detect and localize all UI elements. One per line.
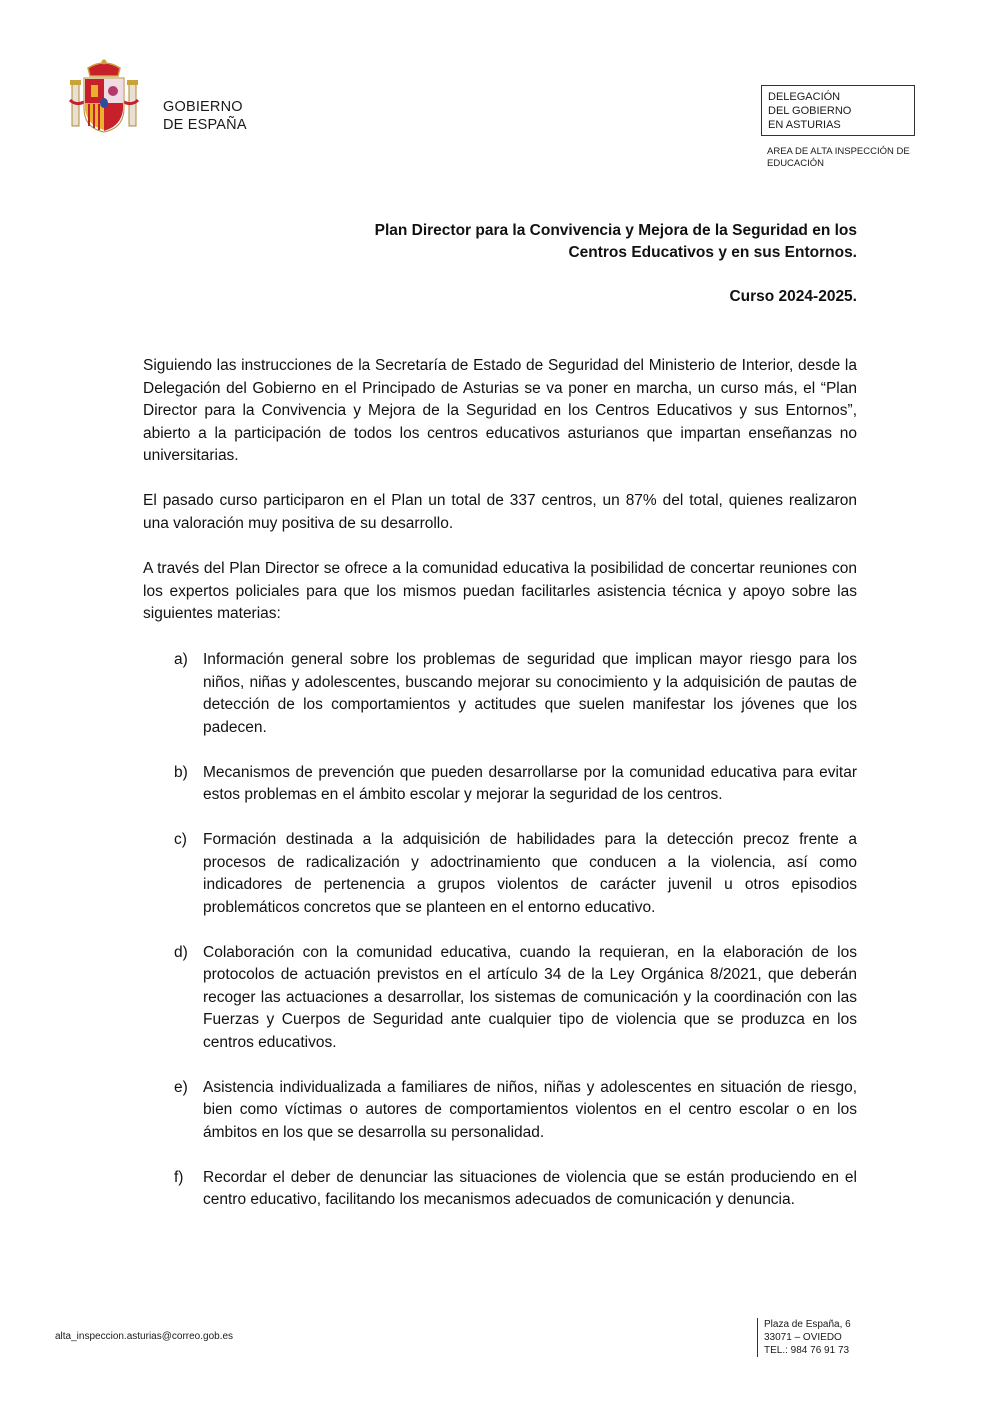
gov-name-line-1: GOBIERNO: [163, 99, 243, 115]
list-item-text: Mecanismos de prevención que pueden desarrollarse por la comunidad educativa para evitar estos problemas en el ámbito escolar y mejorar la seguridad de los centros.: [203, 763, 857, 803]
footer-address: [757, 1318, 851, 1357]
department-area: [767, 146, 910, 170]
list-marker: d): [174, 943, 188, 961]
participation-paragraph: El pasado curso participaron en el Plan un total de 337 centros, un 87% del total, quienes realizaron una valoración muy positiva de su desarrollo.: [143, 492, 857, 532]
list-item: [143, 829, 857, 919]
area-line-2: EDUCACIÓN: [767, 158, 825, 169]
list-item: [143, 1167, 857, 1212]
list-item: [143, 649, 857, 739]
document-title: [300, 220, 857, 264]
intro-paragraph: Siguiendo las instrucciones de la Secretaría de Estado de Seguridad del Ministerio de Interior, desde la Delegación del Gobierno en el Principado de Asturias se va poner en marcha, un curso más, el “Plan Director para la Convivencia y Mejora de la Seguridad en los Centros Educativos y sus Entornos”, abierto a la participación de todos los centros educativos asturianos que impartan enseñanzas no universitarias.: [143, 357, 857, 464]
list-item-text: Recordar el deber de denunciar las situaciones de violencia que se están produciendo en el centro educativo, facilitando los mecanismos adecuados de comunicación y denuncia.: [203, 1168, 857, 1208]
list-marker: b): [174, 763, 188, 781]
list-item: [143, 942, 857, 1055]
course-year: Curso 2024-2025.: [729, 288, 857, 305]
list-marker: f): [174, 1168, 184, 1186]
government-name: [163, 98, 247, 134]
address-line-2: 33071 – OVIEDO: [764, 1332, 842, 1343]
list-marker: e): [174, 1078, 188, 1096]
topics-list: [143, 649, 857, 1234]
footer-email: alta_inspeccion.asturias@correo.gob.es: [55, 1331, 234, 1342]
list-item-text: Información general sobre los problemas de seguridad que implican mayor riesgo para los niños, niñas y adolescentes, buscando mejorar su conocimiento y la adquisición de pautas de detección de los comportamientos y actitudes que suelen manifestar los jóvenes que los padecen.: [203, 651, 857, 736]
delegation-line-2: DEL GOBIERNO: [768, 105, 852, 117]
list-marker: a): [174, 651, 188, 668]
list-item-text: Colaboración con la comunidad educativa, cuando la requieran, en la elaboración de los protocolos de actuación previstos en el artículo 34 de la Ley Orgánica 8/2021, que deberán recoger las actuaciones a desarrollar, los sistemas de comunicación y la coordinación con las Fuerzas y Cuerpos de Seguridad ante cualquier tipo de violencia que se produzca en los centros educativos.: [203, 943, 857, 1051]
services-paragraph: A través del Plan Director se ofrece a la comunidad educativa la posibilidad de concertar reuniones con los expertos policiales para que los mismos puedan facilitarles asistencia técnica y apoyo sobre las siguientes materias:: [143, 560, 857, 622]
delegation-box: [761, 85, 915, 136]
gov-name-line-2: DE ESPAÑA: [163, 117, 247, 133]
list-marker: c): [174, 831, 187, 848]
list-item-text: Asistencia individualizada a familiares de niños, niñas y adolescentes en situación de riesgo, bien como víctimas o autores de comportamientos violentos en el centro escolar o en los ámbitos en los que se desarrolla su personalidad.: [203, 1078, 857, 1141]
delegation-line-3: EN ASTURIAS: [768, 119, 841, 131]
delegation-line-1: DELEGACIÓN: [768, 91, 841, 103]
list-item: [143, 1077, 857, 1145]
address-phone: TEL.: 984 76 91 73: [764, 1345, 850, 1356]
title-line-1: Plan Director para la Convivencia y Mejora de la Seguridad en los: [374, 222, 857, 239]
title-line-2: Centros Educativos y en sus Entornos.: [568, 244, 857, 261]
area-line-1: AREA DE ALTA INSPECCIÓN DE: [767, 146, 910, 157]
spain-coat-of-arms-icon: [68, 58, 140, 136]
address-line-1: Plaza de España, 6: [764, 1319, 851, 1330]
list-item-text: Formación destinada a la adquisición de habilidades para la detección precoz frente a procesos de radicalización y adoctrinamiento que conducen a la violencia, así como indicadores de pertenencia a grupos violentos de carácter juvenil u otros episodios problemáticos concretos que se planteen en el entorno educativo.: [203, 831, 857, 916]
list-item: [143, 762, 857, 807]
